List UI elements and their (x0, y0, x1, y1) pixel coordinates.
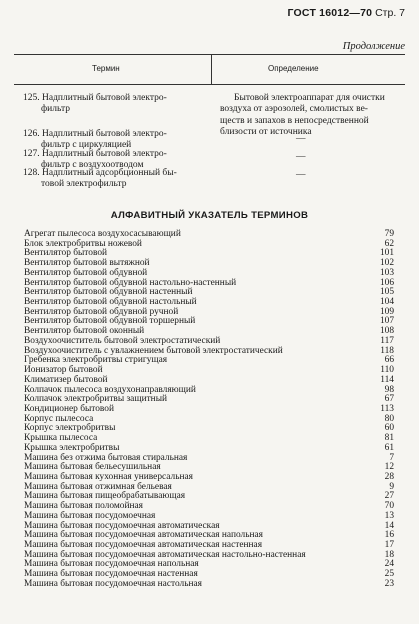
index-page: 101 (379, 248, 394, 259)
index-term: Машина бытовая посудомоечная напольная (24, 559, 199, 570)
index-term: Вентилятор бытовой обдувной настольно-настенный (24, 277, 237, 288)
index-page: 67 (384, 394, 394, 405)
index-page: 12 (384, 462, 394, 473)
index-page: 106 (379, 277, 394, 288)
table-top-rule (14, 54, 405, 55)
index-term: Воздухоочиститель с увлажнением бытовой электростатический (24, 345, 283, 356)
index-page: 28 (384, 471, 394, 482)
index-term: Машина бытовая пищеобрабатывающая (24, 491, 186, 502)
running-header (288, 7, 405, 19)
table-header-rule (14, 84, 405, 85)
index-term: Машина бытовая поломойная (24, 501, 143, 512)
index-term: Крышка пылесоса (24, 433, 98, 444)
index-page: 104 (379, 297, 394, 308)
index-page: 114 (380, 374, 394, 385)
index-page: 113 (380, 403, 394, 414)
index-page: 118 (380, 345, 394, 356)
index-term: Машина бытовая посудомоечная (24, 510, 156, 521)
term-index-list (24, 230, 394, 590)
index-term: Машина бытовая посудомоечная автоматическая настенная (24, 540, 263, 550)
index-term: Вентилятор бытовой обдувной ручной (24, 306, 179, 317)
index-page: 80 (384, 413, 394, 424)
index-term: Вентилятор бытовой оконный (24, 326, 145, 337)
index-page: 110 (380, 365, 394, 376)
index-term: Воздухоочиститель бытовой электростатический (24, 335, 221, 346)
term-125: 125. Надплитный бытовой электро- фильтр (23, 93, 167, 115)
index-term: Машина бытовая посудомоечная автоматическая напольная (24, 530, 263, 541)
index-page: 16 (384, 530, 394, 541)
term-126: 126. Надплитный бытовой электро- фильтр с циркуляцией (23, 129, 167, 151)
index-term: Вентилятор бытовой (24, 248, 108, 259)
index-page: 109 (379, 306, 394, 317)
continuation-label: Продолжение (342, 41, 405, 52)
index-term: Машина бытовая бельесушильная (24, 462, 161, 473)
column-header-term: Термин (92, 64, 120, 73)
index-term: Корпус электробритвы (24, 423, 116, 434)
index-term: Вентилятор бытовой обдувной настенный (24, 287, 193, 298)
index-term: Колпачок электробритвы защитный (24, 394, 168, 405)
index-page: 102 (379, 258, 394, 269)
index-term: Климатизер бытовой (24, 374, 108, 385)
column-header-definition: Определение (268, 64, 319, 73)
index-page: 62 (384, 238, 394, 249)
term-127: 127. Надплитный бытовой электро- фильтр с воздухоотводом (23, 149, 167, 171)
index-page: 107 (379, 316, 394, 327)
index-page: 23 (384, 578, 394, 589)
definition-125: Бытовой электроаппарат для очистки воздуха от аэрозолей, смолистых ве- ществ и запахов в непосредственной близости от источника (220, 93, 385, 137)
definition-127: — (296, 152, 306, 162)
index-term: Гребенка электробритвы стригущая (24, 355, 168, 366)
index-entry (24, 580, 394, 590)
index-term: Кондиционер бытовой (24, 403, 115, 414)
index-term: Вентилятор бытовой обдувной настольный (24, 297, 197, 308)
index-term: Агрегат пылесоса воздухосасывающий (24, 229, 181, 239)
index-page: 60 (384, 423, 394, 434)
index-term: Машина бытовая отжимная бельевая (24, 481, 172, 492)
definition-126: — (296, 134, 306, 144)
index-page: 70 (384, 501, 394, 512)
index-page: 117 (380, 335, 394, 346)
index-term: Машина бытовая посудомоечная настольная (24, 578, 202, 589)
index-page: 17 (384, 540, 394, 550)
term-128: 128. Надплитный адсорбционный бы- товой электрофильтр (23, 168, 177, 190)
index-term: Машина бытовая посудомоечная настенная (24, 569, 198, 580)
index-page: 25 (384, 569, 394, 580)
index-title: АЛФАВИТНЫЙ УКАЗАТЕЛЬ ТЕРМИНОВ (110, 210, 309, 221)
index-term: Корпус пылесоса (24, 413, 94, 424)
index-page: 24 (384, 559, 394, 570)
index-page: 98 (384, 384, 394, 395)
index-page: 61 (384, 442, 394, 453)
index-page: 66 (384, 355, 394, 366)
index-page: 7 (389, 452, 394, 463)
index-page: 81 (384, 433, 394, 444)
index-page: 108 (379, 326, 394, 337)
index-term: Вентилятор бытовой обдувной (24, 267, 148, 278)
index-term: Машина бытовая кухонная универсальная (24, 471, 193, 482)
index-page: 105 (379, 287, 394, 298)
index-page: 13 (384, 510, 394, 521)
index-term: Блок электробритвы ножевой (24, 238, 142, 249)
index-term: Вентилятор бытовой обдувной торшерный (24, 316, 196, 327)
index-page: 14 (384, 520, 394, 531)
page-number: Стр. 7 (375, 7, 405, 19)
index-page: 18 (384, 549, 394, 560)
index-page: 79 (384, 229, 394, 239)
index-page: 27 (384, 491, 394, 502)
index-term: Машина без отжима бытовая стиральная (24, 452, 188, 463)
index-page: 9 (389, 481, 394, 492)
index-term: Ионизатор бытовой (24, 365, 103, 376)
index-term: Машина бытовая посудомоечная автоматическая (24, 520, 220, 531)
index-term: Машина бытовая посудомоечная автоматическая настольно-настенная (24, 549, 306, 560)
gost-number: ГОСТ 16012—70 (287, 7, 373, 19)
table-column-divider (211, 54, 212, 85)
index-page: 103 (379, 267, 394, 278)
index-term: Колпачок пылесоса воздухонаправляющий (24, 384, 196, 395)
index-term: Крышка электробритвы (24, 442, 120, 453)
definition-128: — (296, 170, 306, 180)
index-term: Вентилятор бытовой вытяжной (24, 258, 150, 269)
